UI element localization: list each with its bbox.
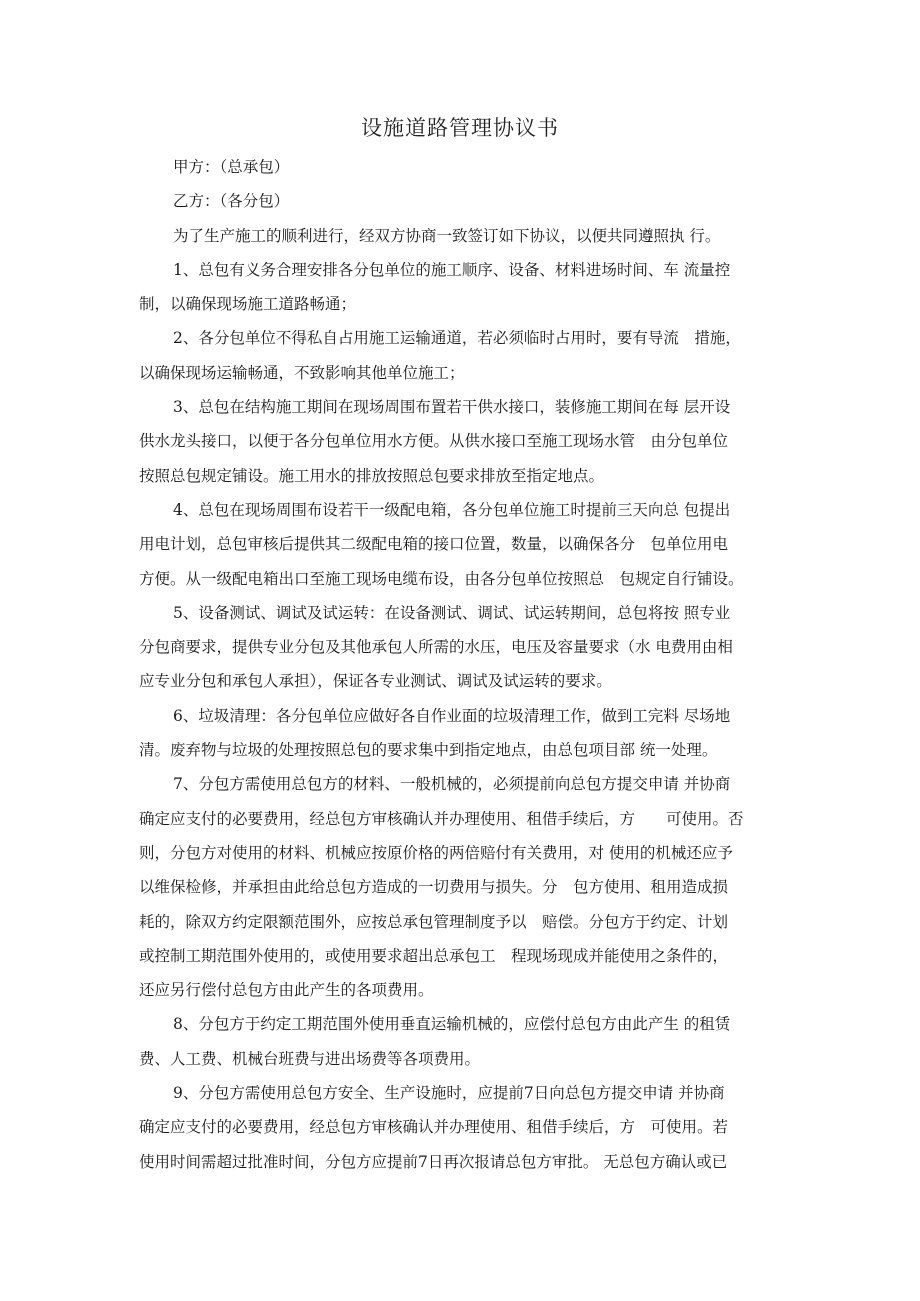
text-line: 清。废弃物与垃圾的处理按照总包的要求集中到指定地点，由总包项目部 统一处理。	[139, 741, 718, 760]
text-line: 制，以确保现场施工道路畅通；	[139, 295, 357, 314]
text-line: 9、分包方需使用总包方安全、生产设施时，应提前7日向总包方提交申请 并协商	[173, 1084, 725, 1103]
text-line: 3、总包在结构施工期间在现场周围布置若干供水接口，装修施工期间在每 层开设	[173, 398, 731, 417]
text-line: 确定应支付的必要费用，经总包方审核确认并办理使用、租借手续后，方 可使用。否	[139, 809, 744, 828]
text-line: 6、垃圾清理：各分包单位应做好各自作业面的垃圾清理工作，做到工完料 尽场地	[173, 706, 731, 725]
text-line: 应专业分包和承包人承担），保证各专业测试、调试及试运转的要求。	[139, 672, 612, 691]
text-line: 耗的，除双方约定限额范围外，应按总承包管理制度予以 赔偿。分包方于约定、计划	[139, 912, 729, 931]
text-line: 还应另行偿付总包方由此产生的各项费用。	[139, 981, 434, 1000]
text-line: 则，分包方对使用的材料、机械应按原价格的两倍赔付有关费用，对 使用的机械还应予	[139, 843, 733, 862]
text-line: 方便。从一级配电箱出口至施工现场电缆布设，由各分包单位按照总 包规定自行铺设。	[139, 569, 744, 588]
text-line: 1、总包有义务合理安排各分包单位的施工顺序、设备、材料进场时间、车 流量控	[173, 260, 731, 279]
text-line: 费、人工费、机械台班费与进出场费等各项费用。	[139, 1049, 481, 1068]
text-line: 确定应支付的必要费用，经总包方审核确认并办理使用、租借手续后，方 可使用。若	[139, 1118, 729, 1137]
document-body	[139, 150, 789, 1179]
text-line: 乙方：（各分包）	[173, 192, 290, 211]
text-line: 用电计划，总包审核后提供其二级配电箱的接口位置，数量，以确保各分 包单位用电	[139, 535, 729, 554]
text-line: 甲方：（总承包）	[173, 158, 290, 176]
text-line: 使用时间需超过批准时间，分包方应提前7日再次报请总包方审批。 无总包方确认或已	[139, 1152, 728, 1171]
text-line: 供水龙头接口，以便于各分包单位用水方便。从供水接口至施工现场水管 由分包单位	[139, 432, 729, 451]
text-line: 8、分包方于约定工期范围外使用垂直运输机械的，应偿付总包方由此产生 的租赁	[173, 1015, 731, 1034]
text-line: 2、各分包单位不得私自占用施工运输通道，若必须临时占用时，要有导流 措施，	[173, 329, 741, 348]
text-line: 7、分包方需使用总包方的材料、一般机械的，必须提前向总包方提交申请 并协商	[173, 775, 731, 794]
text-line: 或控制工期范围外使用的，或使用要求超出总承包工 程现场现成并能使用之条件的，	[139, 946, 729, 965]
text-line: 以维保检修，并承担由此给总包方造成的一切费用与损失。分 包方使用、租用造成损	[139, 878, 729, 897]
text-line: 分包商要求，提供专业分包及其他承包人所需的水压，电压及容量要求（水 电费用由相	[139, 638, 733, 657]
document-title: 设施道路管理协议书	[361, 116, 559, 140]
text-line: 5、设备测试、调试及试运转：在设备测试、调试、试运转期间，总包将按 照专业	[173, 603, 731, 622]
text-line: 4、总包在现场周围布设若干一级配电箱，各分包单位施工时提前三天向总 包提出	[173, 500, 731, 519]
text-line: 以确保现场运输畅通，不致影响其他单位施工；	[139, 363, 465, 382]
text-line: 按照总包规定铺设。施工用水的排放按照总包要求排放至指定地点。	[139, 466, 605, 485]
text-line: 为了生产施工的顺利进行，经双方协商一致签订如下协议，以便共同遵照执 行。	[173, 226, 721, 245]
